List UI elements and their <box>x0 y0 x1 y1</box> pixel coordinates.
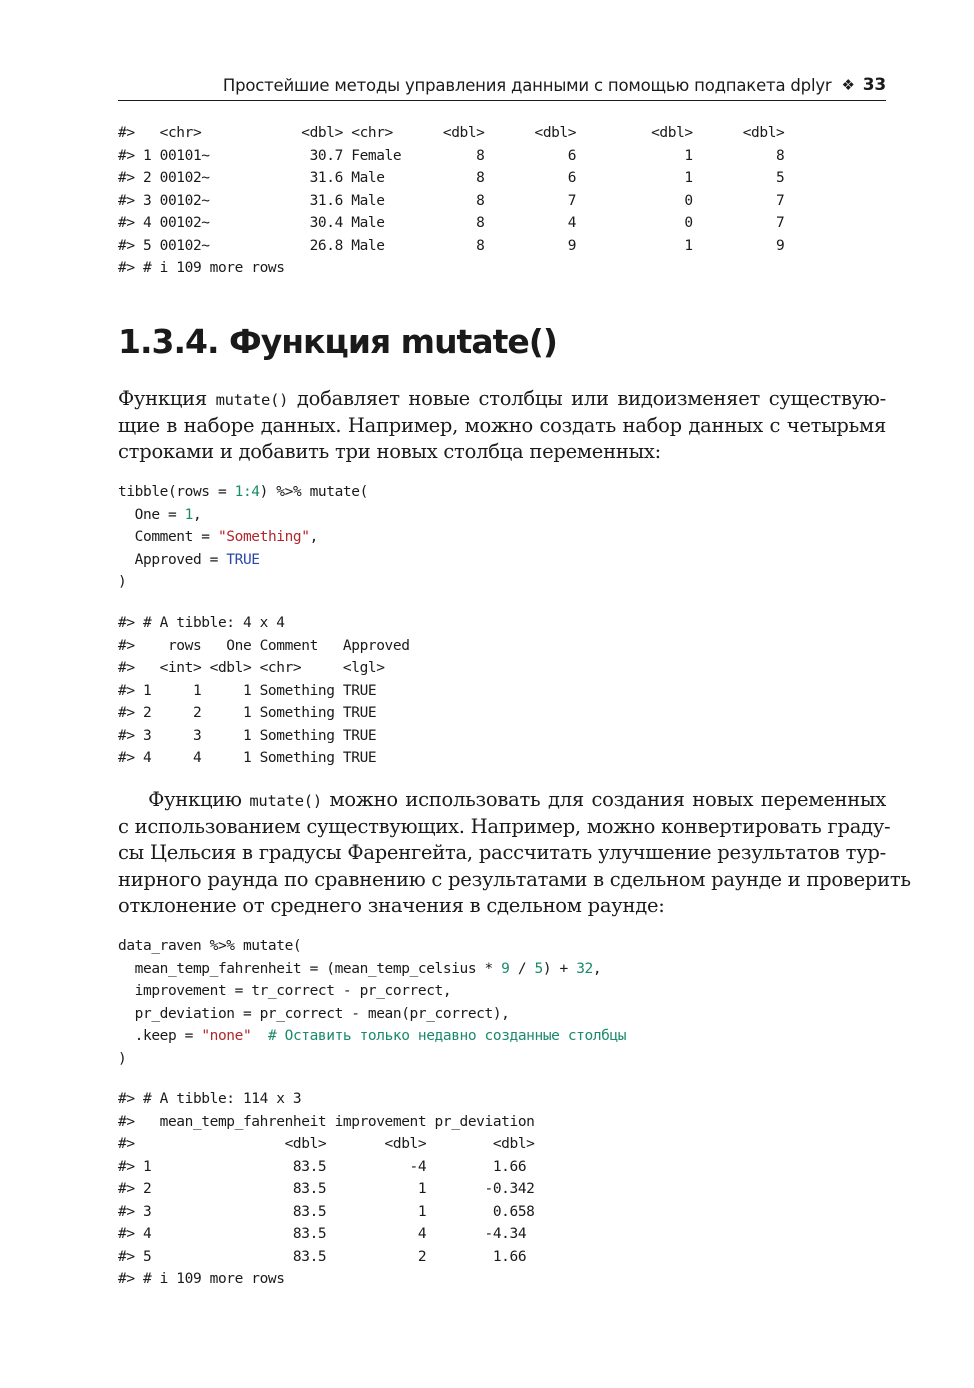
inline-code: mutate() <box>249 792 322 810</box>
code-token: , <box>592 960 602 977</box>
output-line: #> 2 2 1 Something TRUE <box>118 705 377 721</box>
code-comment: # Оставить только недавно созданные столбцы <box>251 1028 627 1044</box>
code-output-tibble-4x4 <box>118 612 410 770</box>
output-line: #> 3 83.5 1 0.658 <box>118 1203 535 1220</box>
output-line: #> 3 00102~ 31.6 Male 8 7 0 7 <box>118 192 785 209</box>
output-line: #> 1 1 1 Something TRUE <box>118 682 377 699</box>
code-line: data_raven %>% mutate( <box>118 938 302 954</box>
text-run: можно использовать для создания новых переменных <box>321 788 887 811</box>
output-line: #> 4 4 1 Something TRUE <box>118 750 377 766</box>
code-line <box>118 1025 626 1048</box>
paragraph-line: строками и добавить три новых столбца переменных: <box>118 440 661 464</box>
paragraph-line: отклонение от среднего значения в сдельном раунде: <box>118 893 665 917</box>
code-token: .keep = <box>118 1028 202 1044</box>
code-string: "none" <box>201 1028 252 1044</box>
paragraph-line <box>118 787 886 814</box>
output-line: #> # i 109 more rows <box>118 1271 285 1287</box>
running-title: Простейшие методы управления данными с помощью подпакета dplyr <box>222 75 832 95</box>
code-line <box>118 526 368 549</box>
paragraph-line: щие в наборе данных. Например, можно создать набор данных с четырьмя <box>118 414 886 438</box>
output-line: #> 2 00102~ 31.6 Male 8 6 1 5 <box>118 170 785 186</box>
paragraph-mutate-intro <box>118 386 886 466</box>
output-line: #> # A tibble: 114 x 3 <box>118 1091 302 1107</box>
output-line: #> 2 83.5 1 -0.342 <box>118 1181 535 1197</box>
code-line: pr_deviation = pr_correct - mean(pr_correct), <box>118 1005 510 1022</box>
code-number: 5 <box>534 960 543 977</box>
code-line <box>118 481 368 504</box>
page-number: 33 <box>862 75 886 95</box>
running-header <box>118 70 886 101</box>
paragraph-line <box>118 386 886 413</box>
code-number: 1 <box>184 506 193 523</box>
code-number: 32 <box>576 960 593 977</box>
code-token: tibble(rows = <box>118 484 235 500</box>
code-token: / <box>509 960 535 977</box>
code-number: 1:4 <box>234 484 260 500</box>
output-line: #> 5 00102~ 26.8 Male 8 9 1 9 <box>118 237 785 254</box>
paragraph-line: нирного раунда по сравнению с результатами в сдельном раунде и проверить <box>118 867 911 891</box>
code-token: One = <box>118 506 185 523</box>
paragraph-line: сы Цельсия в градусы Фаренгейта, рассчитать улучшение результатов тур- <box>118 841 886 865</box>
output-line: #> 1 83.5 -4 1.66 <box>118 1158 527 1175</box>
code-block-data-raven-mutate <box>118 935 626 1070</box>
output-line: #> 5 83.5 2 1.66 <box>118 1248 527 1265</box>
text-run: добавляет новые столбцы или видоизменяет существую- <box>288 387 886 410</box>
code-line <box>118 958 626 981</box>
output-line: #> 4 83.5 4 -4.34 <box>118 1226 527 1242</box>
text-run: Функция <box>118 387 216 410</box>
code-token: , <box>309 529 318 545</box>
code-line: ) <box>118 1050 127 1067</box>
code-block-tibble-mutate <box>118 481 368 594</box>
output-line: #> <dbl> <dbl> <dbl> <box>118 1136 535 1152</box>
inline-code: mutate() <box>215 391 289 409</box>
code-number: 9 <box>501 960 510 977</box>
code-token: Approved = <box>118 551 227 568</box>
output-line: #> <chr> <dbl> <chr> <dbl> <dbl> <dbl> <dbl> <box>118 125 785 141</box>
paragraph-line: с использованием существующих. Например, можно конвертировать граду- <box>118 815 891 839</box>
code-line: improvement = tr_correct - pr_correct, <box>118 983 452 999</box>
code-line: ) <box>118 574 127 590</box>
code-token: ) %>% mutate( <box>259 484 368 500</box>
code-token: mean_temp_fahrenheit = (mean_temp_celsius * <box>118 960 502 977</box>
code-line <box>118 504 368 527</box>
code-output-previous <box>118 122 784 280</box>
code-output-tibble-114x3 <box>118 1088 535 1291</box>
code-token: ) + <box>542 960 577 977</box>
output-line: #> # A tibble: 4 x 4 <box>118 615 285 631</box>
code-token: , <box>192 506 202 523</box>
code-line <box>118 549 368 572</box>
output-line: #> rows One Comment Approved <box>118 637 410 654</box>
output-line: #> 3 3 1 Something TRUE <box>118 727 377 744</box>
output-line: #> mean_temp_fahrenheit improvement pr_deviation <box>118 1113 535 1130</box>
text-run: Функцию <box>118 788 250 811</box>
output-line: #> # i 109 more rows <box>118 260 285 276</box>
code-keyword: TRUE <box>226 551 260 568</box>
diamond-ornament-icon: ❖ <box>841 76 855 94</box>
section-heading: 1.3.4. Функция mutate() <box>118 322 557 361</box>
code-token: Comment = <box>118 529 218 545</box>
output-line: #> 1 00101~ 30.7 Female 8 6 1 8 <box>118 147 785 164</box>
paragraph-mutate-existing <box>118 787 911 919</box>
output-line: #> 4 00102~ 30.4 Male 8 4 0 7 <box>118 215 785 231</box>
output-line: #> <int> <dbl> <chr> <lgl> <box>118 660 385 676</box>
code-string: "Something" <box>217 529 310 545</box>
